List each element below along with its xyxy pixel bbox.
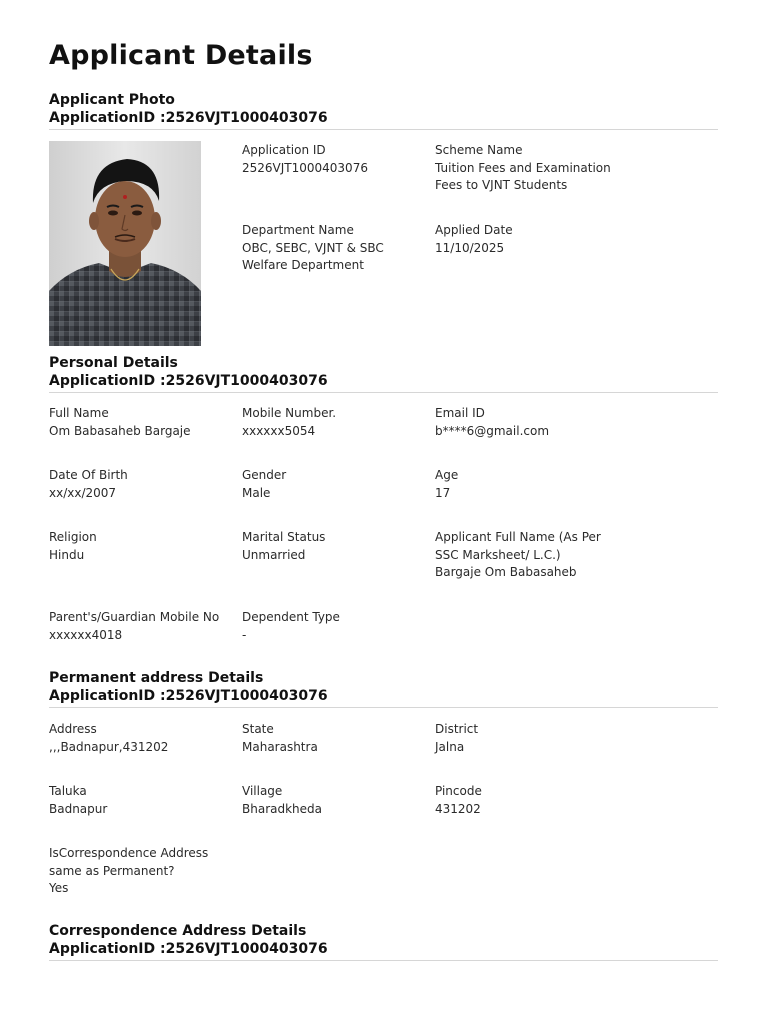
field-label: Marital Status [242,530,326,544]
field-value: 17 [435,485,451,500]
section-header-permanent-address [49,669,718,708]
field-label: Applied Date [435,223,513,237]
section-application-id: ApplicationID :2526VJT1000403076 [49,688,328,704]
field-date-of-birth [49,467,128,502]
applicant-photo [49,141,201,346]
field-value: Badnapur [49,801,108,816]
field-label: State [242,722,274,736]
field-label: Gender [242,468,287,482]
field-label: Religion [49,530,97,544]
section-title: Personal Details [49,355,178,371]
field-email-id [435,405,549,440]
field-value: 431202 [435,801,481,816]
field-label: Scheme Name [435,143,523,157]
field-label: Mobile Number. [242,406,337,420]
field-gender [242,467,286,502]
section-application-id: ApplicationID :2526VJT1000403076 [49,110,328,126]
field-dependent-type [242,609,340,644]
field-label: Address [49,722,97,736]
field-ssc-full-name [435,529,601,582]
field-label: Village [242,784,283,798]
field-label: Application ID [242,143,326,157]
field-mobile-number [242,405,336,440]
section-header-correspondence-address [49,922,718,961]
field-religion [49,529,97,564]
field-label: Full Name [49,406,109,420]
field-value: Jalna [435,739,465,754]
field-value: Unmarried [242,547,306,562]
field-value: Male [242,485,271,500]
field-value: Bargaje Om Babasaheb [435,565,577,579]
field-full-name [49,405,191,440]
field-label: IsCorrespondence Address same as Permanent? [49,846,209,878]
field-is-correspondence-same [49,845,208,898]
field-department-name [242,222,384,275]
field-label: Email ID [435,406,485,420]
page-title: Applicant Details [49,40,313,71]
field-value: xx/xx/2007 [49,485,117,500]
field-age [435,467,458,502]
field-value: Maharashtra [242,739,318,754]
field-application-id [242,142,368,177]
field-value: 11/10/2025 [435,240,505,255]
field-village [242,783,322,818]
field-label: Department Name [242,223,354,237]
field-marital-status [242,529,325,564]
field-value: Hindu [49,547,85,562]
field-label: Pincode [435,784,482,798]
field-value: b****6@gmail.com [435,423,550,438]
field-state [242,721,318,756]
section-header-personal-details [49,354,718,393]
field-label: Applicant Full Name (As Per SSC Marksheet/ L.C.) [435,530,601,562]
field-label: Taluka [49,784,87,798]
field-label: Parent's/Guardian Mobile No [49,610,220,624]
field-address [49,721,168,756]
field-label: Date Of Birth [49,468,128,482]
section-title: Permanent address Details [49,670,264,686]
field-label: Dependent Type [242,610,340,624]
field-district [435,721,478,756]
field-value: ,,,Badnapur,431202 [49,739,169,754]
field-label: District [435,722,479,736]
section-title: Applicant Photo [49,92,175,108]
field-value: xxxxxx4018 [49,627,123,642]
field-value: Tuition Fees and Examination Fees to VJNT Students [435,160,611,192]
field-value: Yes [49,881,69,895]
section-header-applicant-photo [49,91,718,130]
field-value: Bharadkheda [242,801,323,816]
field-applied-date [435,222,513,257]
field-value: Om Babasaheb Bargaje [49,423,191,438]
field-value: - [242,627,247,642]
section-application-id: ApplicationID :2526VJT1000403076 [49,373,328,389]
field-pincode [435,783,482,818]
field-label: Age [435,468,459,482]
field-guardian-mobile [49,609,219,644]
field-scheme-name [435,142,611,195]
field-value: xxxxxx5054 [242,423,316,438]
field-taluka [49,783,107,818]
field-value: OBC, SEBC, VJNT & SBC Welfare Department [242,240,384,272]
section-title: Correspondence Address Details [49,923,307,939]
section-application-id: ApplicationID :2526VJT1000403076 [49,941,328,957]
field-value: 2526VJT1000403076 [242,160,368,175]
